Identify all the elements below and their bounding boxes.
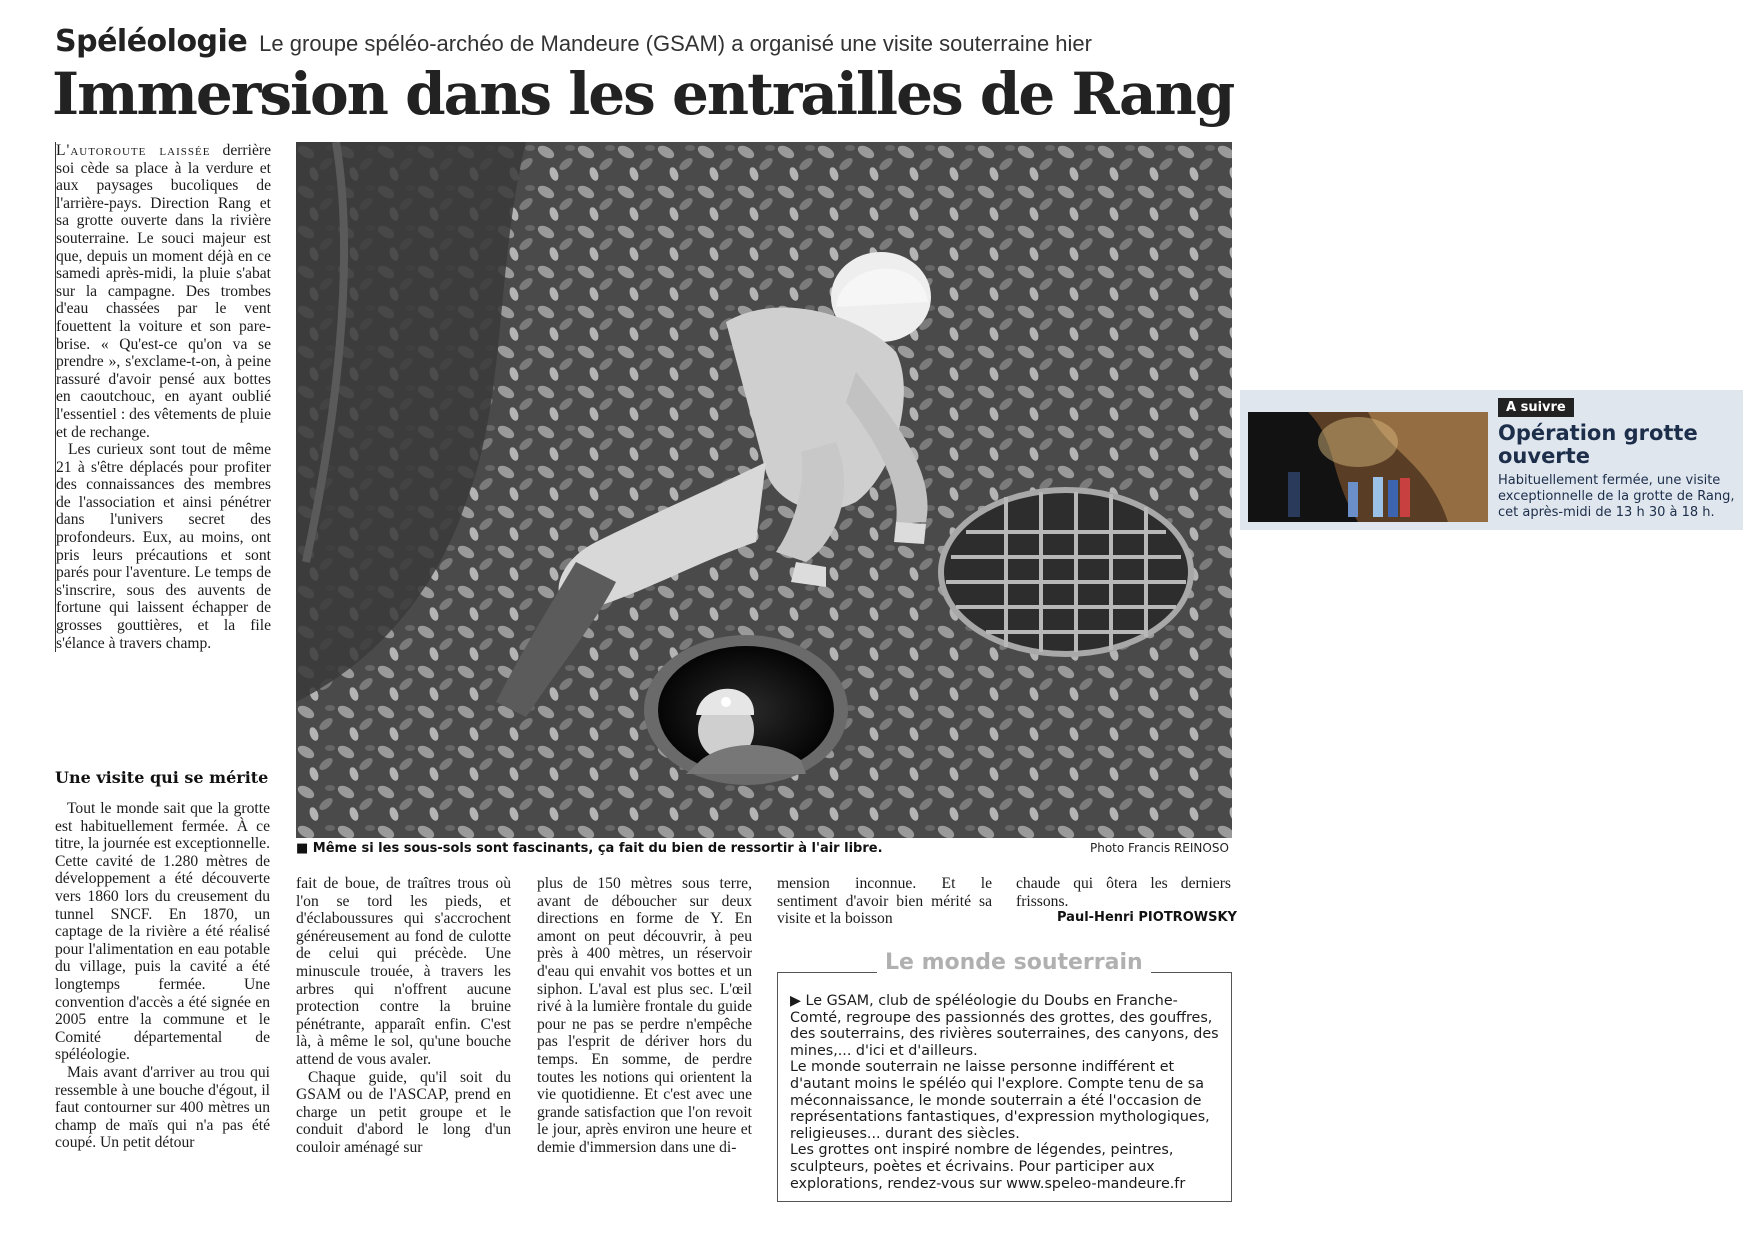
paragraph-1 — [56, 142, 271, 441]
column-4-text: mension inconnue. Et le sentiment d'avoir bien mérité sa visite et la boisson — [777, 875, 992, 928]
intertitle: Une visite qui se mérite — [55, 768, 269, 787]
manhole-cover — [941, 490, 1191, 654]
article-column-2 — [296, 875, 511, 1157]
article-column-1-bottom — [55, 800, 270, 1152]
info-box-paragraph-2: Le monde souterrain ne laisse personne indifférent et d'autant moins le spéléo qui l'explore. Compte tenu de sa méconnaissance, le monde souterrain a été l'occasion de représentations fantastiques, d'expression mythologiques, religieuses... durant des siècles. — [790, 1059, 1210, 1142]
cave-entrance-illustration — [296, 142, 1232, 838]
subheadline: Le groupe spéléo-archéo de Mandeure (GSAM) a organisé une visite souterraine hier — [259, 31, 1092, 56]
paragraph-1-text: derrière soi cède sa place à la verdure et aux paysages bucoliques de l'arrière-pays. Direction Rang et sa grotte ouverte dans la rivière souterraine. Le souci majeur est que, depuis un moment déjà en ce samedi après-midi, la pluie s'abat sur la campagne. Des trombes d'eau chassées par le vent fouettent la voiture et son pare-brise. « Qu'est-ce qu'on va se prendre », s'exclame-t-on, à peine rassuré d'avoir pensé aux bottes en caoutchouc, en ayant oublié l'essentiel : des vêtements de pluie et de rechange. — [56, 142, 271, 441]
column-3-text: plus de 150 mètres sous terre, avant de déboucher sur deux directions en forme de Y. En amont on peut découvrir, à peu près à 400 mètres, un réservoir d'eau qui envahit vos bottes et un siphon. L'aval est plus sec. L'œil rivé à la lumière frontale du guide pour ne pas se perdre n'empêche pas l'esprit de dériver hors du temps. En somme, de perdre toutes les notions qui orientent la vie quotidienne. Et c'est avec une grande satisfaction que l'on revoit le jour, après environ une heure et demie d'immersion dans une di- — [537, 875, 752, 1156]
main-photo — [296, 142, 1232, 838]
photo-credit: Photo Francis REINOSO — [1090, 841, 1229, 855]
column-2-text: fait de boue, de traîtres trous où l'on se tord les pieds, et d'éclaboussures qui s'accrochent généreusement au fond de culotte de celui qui précède. Une minuscule trouée, à travers les arbres qui n'offrent aucune protection contre la bruine pénétrante, apparaît enfin. C'est là, à même le sol, qu'une bouche attend de vous avaler. — [296, 875, 511, 1068]
promo-headline: Opération grotte ouverte — [1498, 421, 1698, 468]
paragraph-3: Tout le monde sait que la grotte est habituellement fermée. À ce titre, la journée est exceptionnelle. Cette cavité de 1.280 mètres de développement a été découverte vers 1860 lors du creusement du tunnel SNCF. En 1870, un captage de la rivière a été réalisé pour l'alimentation en eau potable du village, puis la cavité a été longtemps fermée. Une convention d'accès a été signée en 2005 entre la commune et le Comité départemental de spéléologie. — [55, 800, 270, 1064]
article-column-4 — [777, 875, 992, 928]
headline: Immersion dans les entrailles de Rang — [52, 60, 1234, 128]
info-box-header — [777, 950, 1232, 980]
cave-visitors-photo — [1248, 412, 1488, 522]
column-5-text: chaude qui ôtera les derniers frissons. — [1016, 875, 1231, 910]
paragraph-2: Les curieux sont tout de même 21 à s'être déplacés pour profiter des connaissances des membres de l'association et ainsi pénétrer dans l'univers secret des profondeurs. Eux, au moins, ont pris leurs précautions et sont parés pour l'aventure. Le temps de s'inscrire, sous des auvents de fortune qui laissent échapper de grosses gouttières, et la file s'élance à travers champ. — [56, 441, 271, 652]
promo-tag: A suivre — [1498, 398, 1574, 417]
info-box-text — [790, 993, 1220, 1192]
kicker — [55, 24, 1092, 59]
info-box-paragraph-3: Les grottes ont inspiré nombre de légendes, peintres, sculpteurs, poètes et écrivains. Pour participer aux explorations, rendez-vous sur www.speleo-mandeure.fr — [790, 1142, 1186, 1192]
article-column-1-top — [55, 142, 271, 652]
article-column-3 — [537, 875, 752, 1157]
paragraph-4: Mais avant d'arriver au trou qui ressemble à une bouche d'égout, il faut contourner sur 400 mètres un champ de maïs qui n'a pas été coupé. Un petit détour — [55, 1063, 270, 1152]
lead-in: L'autoroute laissée — [56, 142, 211, 159]
cave-interior-illustration — [1248, 412, 1488, 522]
info-box — [777, 972, 1232, 1202]
column-2-paragraph: Chaque guide, qu'il soit du GSAM ou de l'ASCAP, prend en charge un petit groupe et le conduit d'abord le long d'un couloir aménagé sur — [296, 1068, 511, 1156]
info-box-paragraph-1: ▶ Le GSAM, club de spéléologie du Doubs en Franche-Comté, regroupe des passionnés des grottes, des gouffres, des souterrains, des rivières souterraines, des canyons, des mines,... d'ici et d'ailleurs. — [790, 993, 1219, 1059]
info-box-title: Le monde souterrain — [877, 950, 1151, 975]
rubric: Spéléologie — [55, 24, 248, 59]
author-byline: Paul-Henri PIOTROWSKY — [1057, 910, 1237, 925]
photo-caption: ■ Même si les sous-sols sont fascinants, ça fait du bien de ressortir à l'air libre. — [296, 841, 883, 856]
article-column-5 — [1016, 875, 1231, 910]
promo-teaser — [1240, 390, 1743, 530]
promo-text: Habituellement fermée, une visite exceptionnelle de la grotte de Rang, cet après-midi de 13 h 30 à 18 h. — [1498, 473, 1735, 520]
cave-hole — [644, 635, 848, 785]
